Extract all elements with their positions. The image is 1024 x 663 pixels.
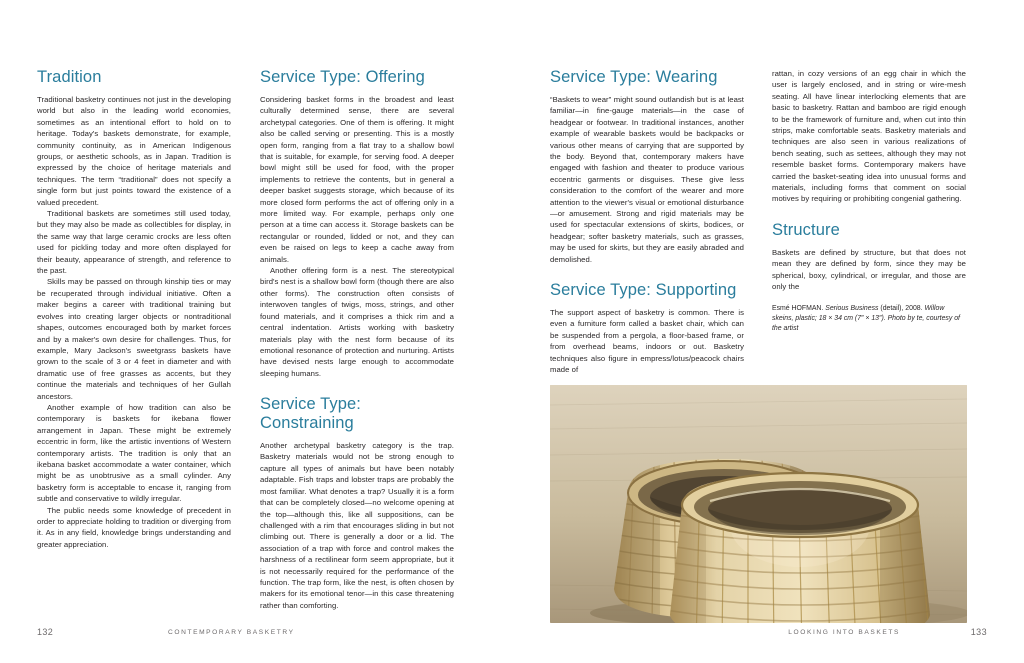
woven-basket-vessel-photograph bbox=[550, 385, 967, 623]
column-structure bbox=[772, 68, 966, 334]
caption-materials: Willow skeins, plastic; 18 × 34 cm (7″ × 13″). bbox=[772, 305, 945, 323]
paragraph: Traditional basketry continues not just in the developing world but also in the leading world economies, sometimes as an intentional effort to hold on to heritage. Today's baskets demonstrate, for example, community continuity, as in American Indigenous groups, or aesthetic schools, as in Japan. Tradition is expressed by the choice of heritage materials and techniques. The term “traditional” does not specify a single form but just points toward the existence of a valued precedent. bbox=[37, 94, 231, 207]
column-service-type-wearing bbox=[550, 68, 744, 375]
paragraph: Considering basket forms in the broadest and least culturally determined sense, there are several archetypal categories. One of them is offering. It might also be called serving or presenting. This is a mostly open form, ranging from a flat tray to a shallow bowl that is suitable, for example, for serving food. A deeper bowl might still be used for food, with the proper implements to retrieve the contents, but in general a deeper basket suggests storage, which because of its more closed form performs the act of offering only in a more limited way. For example, perhaps only one person at a time can access it. Storage baskets can be rectangular or rounded, lidded or not, and they can even be raised on legs to keep a cache away from animals. bbox=[260, 94, 454, 264]
page-number-right: 133 bbox=[970, 627, 987, 637]
caption-title: Serious Business bbox=[825, 305, 879, 313]
basket-photo-illustration bbox=[550, 385, 967, 623]
caption-detail-year: (detail), 2008. bbox=[878, 305, 923, 313]
paragraph: “Baskets to wear” might sound outlandish but is at least familiar—in fine-gauge materials—in the case of headgear or footwear. In traditional instances, another example of wearable baskets would be backpacks or various other means of carrying that are supported by the body. Beyond that, contemporary makers have engaged with fashion and theater to produce various eccentric garments or disguises. These give less consideration to the comfort of the wearer and more attention to the viewer's visual or emotional disturbance—or amusement. Strong and rigid materials may be used for spectacular extensions of skirts, bodices, or headgear; softer basketry materials, such as grasses, may be used for skirts, but they are easily abraded and demolished. bbox=[550, 94, 744, 264]
paragraph: Skills may be passed on through kinship ties or may be recuperated through individual initiative. Often a maker begins a career with traditional training but evolves into creating larger objects or nontraditional shapes, outcomes encouraged both by market forces and by a maker's own desire for challenges. Thus, for example, Mary Jackson's sweetgrass baskets have grown to the scale of 3 or 4 feet in diameter and with dramatic use of free grasses as accents, but they continue the materials and techniques of her Gullah ancestors. bbox=[37, 277, 231, 401]
paragraph: Another example of how tradition can also be contemporary is baskets for ikebana flower arrangement in Japan. These might be extremely eccentric in form, like the artistic inventions of Western contemporary artists. The tradition is only that an ikebana basket accommodate a water container, which might be as unobtrusive as a small cylinder. Any basketry form is acceptable to encase it, ranging from subtle and conservative to wildly irregular. bbox=[37, 402, 231, 504]
heading-service-type-constraining: Service Type: Constraining bbox=[260, 395, 361, 433]
caption-artist: Esmé HOFMAN. bbox=[772, 305, 824, 313]
heading-structure: Structure bbox=[772, 220, 840, 239]
running-head-right: LOOKING INTO BASKETS bbox=[788, 629, 900, 636]
paragraph: Another offering form is a nest. The stereotypical bird's nest is a shallow bowl form (though there are also other forms). The construction often consists of interwoven tangles of twigs, moss, strings, and other found materials, and it comprises a thick rim and a central indentation. Artists working with basketry materials play with the nest form because of its emotional resonance of protection and nurturing. Artists have devised nests large enough to accommodate sleeping humans. bbox=[260, 266, 454, 378]
heading-service-type-offering: Service Type: Offering bbox=[260, 68, 425, 86]
paragraph: Traditional baskets are sometimes still used today, but they may also be made as collectibles for display, in the same way that large ceramic crocks are less often used for pickling today and more often displayed for their beauty, appearance of strength, and reference to the past. bbox=[37, 209, 231, 276]
heading-service-type-supporting: Service Type: Supporting bbox=[550, 281, 737, 300]
photo-caption bbox=[772, 304, 966, 334]
paragraph: Baskets are defined by structure, but that does not mean they are defined by form, since they may be spherical, boxy, cylindrical, or irregular, and those are only the bbox=[772, 247, 966, 292]
heading-tradition: Tradition bbox=[37, 68, 102, 86]
caption-credit: Photo by te, courtesy of the artist bbox=[772, 315, 960, 333]
heading-service-type-wearing: Service Type: Wearing bbox=[550, 68, 718, 86]
page-number-left: 132 bbox=[37, 627, 54, 637]
running-head-left: CONTEMPORARY BASKETRY bbox=[168, 629, 295, 636]
paragraph: rattan, in cozy versions of an egg chair in which the user is largely enclosed, and in string or wire-mesh seating. All have linear interlocking elements that are basic to basketry. Rattan and bamboo are rigid enough to be the framework of furniture and, when cut into thin strips, make comfortable seats. Basketry materials and techniques are also seen in various realizations of bench seating, such as settees, although they may not resemble basket forms. Contemporary makers have carried the basket-seating idea into unusual forms and materials, including forms that comment on social motives by requiring or prohibiting congenial gathering. bbox=[772, 69, 966, 204]
paragraph: The public needs some knowledge of precedent in order to appreciate holding to tradition or diverging from it. As in any field, knowledge brings understanding and greater appreciation. bbox=[37, 505, 231, 549]
column-tradition bbox=[37, 68, 231, 550]
paragraph: Another archetypal basketry category is the trap. Basketry materials would not be strong enough to capture all types of animals but have been notably adaptable. Fish traps and lobster traps are probably the most familiar. What denotes a trap? Usually it is a form that can be completely closed—no welcome opening at the top—although this, like all suppositions, can be challenged with a rim that encourages sliding in but not climbing out. There is generally a door or a lid. The association of a trap with force and control makes the harshness of a rectilinear form seem appropriate, but it is not necessarily required for the performance of the function. The trap form, like the nest, is often chosen by makers for its emotional tenor—in this case threatening rather than comforting. bbox=[260, 441, 454, 610]
page-gutter bbox=[512, 0, 513, 663]
column-service-type-offering bbox=[260, 68, 454, 611]
paragraph: The support aspect of basketry is common. There is even a furniture form called a basket chair, which can be suspended from a pergola, a floor-based frame, or from overhead beams, indoors or out. Basketry techniques also figure in empress/lotus/peacock chairs made of bbox=[550, 308, 744, 375]
